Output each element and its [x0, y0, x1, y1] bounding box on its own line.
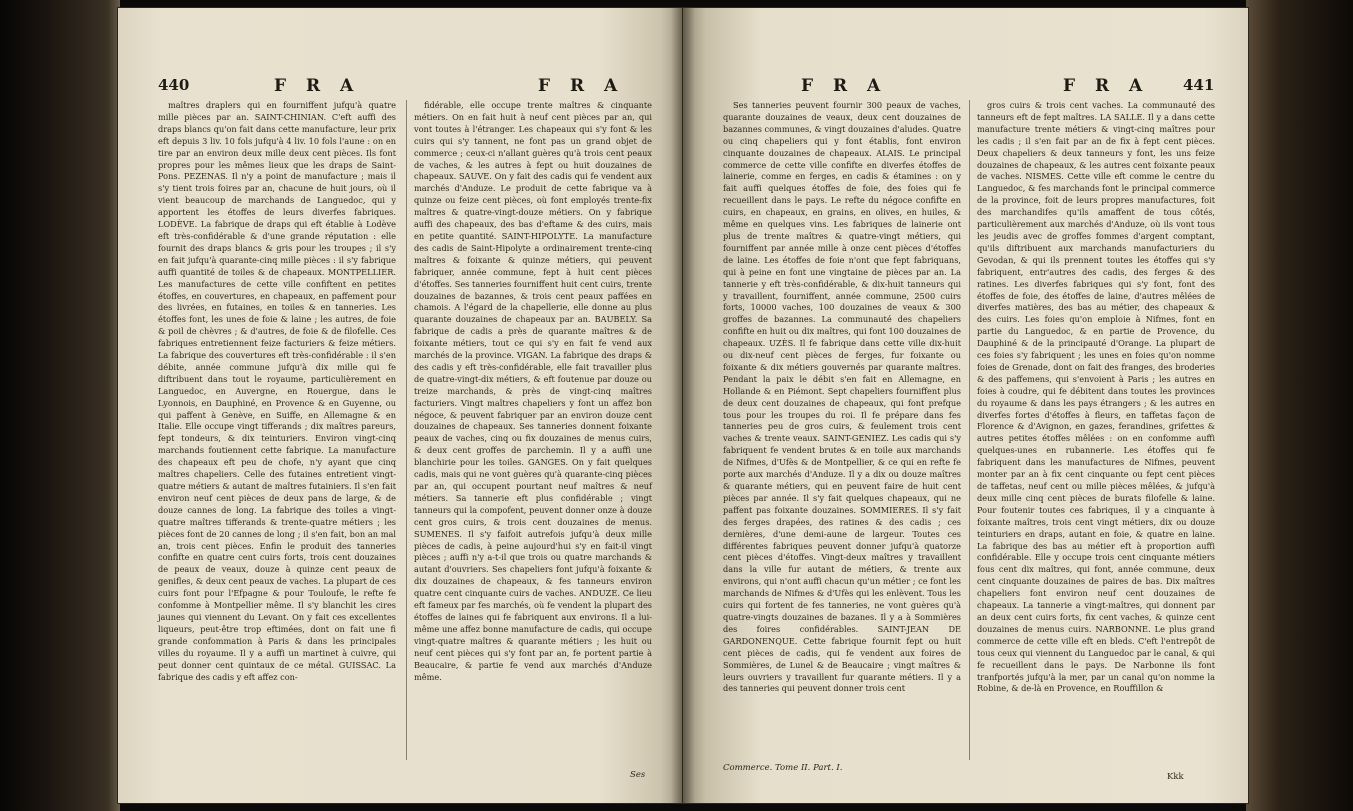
book-gutter — [671, 8, 695, 803]
left-running-head-col2: F R A — [538, 76, 625, 96]
right-signature-mark: Kkk — [1167, 772, 1184, 782]
left-column-rule — [406, 100, 407, 760]
left-page-number: 440 — [158, 76, 190, 94]
left-running-header — [158, 76, 658, 100]
right-page-number: 441 — [1183, 76, 1215, 94]
left-col2-text: fidérable, elle occupe trente maîtres & cinquante métiers. On en fait huit à neuf cent pièces par an, qui vont toutes à l'étranger. Les chapeaux qui s'y font & les cuirs qui s'y tannent, ne font pas un grand objet de commerce ; ceux-ci n'allant guères qu'à trois cent peaux de vaches, & les autres à fept ou huit douzaines de chapeaux. SAUVE. On y fait des cadis qui fe vendent aux marchés d'Anduze. Le produit de cette fabrique va à quinze ou feize cent pièces, où font employés trente-fix maîtres & quatre-vingt-douze métiers. On y fabrique auffi des chapeaux, des bas d'eftame & des cuirs, mais en petite quantité. SAINT-HIPOLYTE. La manufacture des cadis de Saint-Hipolyte a ordinairement trente-cinq maîtres & foixante & quinze métiers, qui peuvent fabriquer, année commune, fept à huit cent pièces d'étoffes. Ses tanneries fourniffent huit cent cuirs, trente douzaines de bazannes, & trois cent peaux paffées en chamois. A l'égard de la chapellerie, elle donne au plus quarante douzaines de chapeaux par an. BAUBELY. Sa fabrique de cadis a près de quarante maîtres & de foixante métiers, tout ce qui s'y en fait fe vend aux marchés de la province. VIGAN. La fabrique des draps & des cadis y eft très-confidérable, elle fait travailler plus de quatre-vingt-dix métiers, & eft foutenue par douze ou treize marchands, & près de vingt-cinq maîtres facturiers. Vingt maîtres chapeliers y font un affez bon négoce, & peuvent fabriquer par an environ douze cent douzaines de chapeaux. Ses tanneries donnent foixante peaux de vaches, cinq ou fix douzaines de menus cuirs, & deux cent groffes de parchemin. Il y a auffi une blanchirie pour les toiles. GANGES. On y fait quelques cadis, mais qui ne vont guères qu'à quarante-cinq pièces par an, qui occupent pourtant neuf maîtres & neuf métiers. Sa tannerie eft plus confidérable ; vingt tanneurs qui la compofent, peuvent donner onze à douze cent gros cuirs, & trois cent douzaines de menus. SUMENES. Il s'y faifoit autrefois jufqu'à deux mille pièces de cadis, à peine aujourd'hui s'y en fait-il vingt pièces ; auffi n'y a-t-il que trois ou quatre marchands & autant d'ouvriers. Ses chapeliers font jufqu'à foixante & dix douzaines de chapeaux, & fes tanneurs environ quatre cent cinquante cuirs de vaches. ANDUZE. Ce lieu eft fameux par fes marchés, où fe vendent la plupart des étoffes de laines qui fe fabriquent aux environs. Il a lui-même une affez bonne manufacture de cadis, qui occupe vingt-quatre maîtres & quarante métiers ; les huit ou neuf cent pièces qui s'y font par an, fe portent partie à Beaucaire, & partie fe vend aux marchés d'Anduze même. — [414, 100, 652, 682]
right-page — [683, 8, 1248, 803]
right-column-2 — [977, 100, 1215, 695]
left-col1-text: maîtres draplers qui en fourniffent jufqu'à quatre mille pièces par an. SAINT-CHINIAN. C'eft auffi des draps blancs qu'on fait dans cette manufacture, leur prix eft depuis 3 liv. 10 fols jufqu'à 4 liv. 10 fols l'aune : on en tire par an environ deux mille deux cent pièces. Ils font propres pour les mêmes lieux que les draps de Saint-Pons. PEZENAS. Il n'y a point de manufacture ; mais il s'y tient trois foires par an, chacune de huit jours, où il vient beaucoup de marchands de Languedoc, qui y apportent les étoffes de leurs diverfes fabriques. LODÈVE. La fabrique de draps qui eft établie à Lodève eft très-confidérable & d'une grande réputation : elle fournit des draps blancs & gris pour les troupes ; il s'y en fait jufqu'à quarante-cinq mille pièces : il s'y fabrique auffi quantité de toiles & de chapeaux. MONTPELLIER. Les manufactures de cette ville confiftent en petites étoffes, en couvertures, en chapeaux, en paffement pour des livrées, en futaines, en toiles & en tanneries. Les étoffes font, les unes de foie & laine ; les autres, de foie & poil de chèvres ; & d'autres, de foie & de filofelle. Ces fabriques entretiennent feize facturiers & feize métiers. La fabrique des couvertures eft très-confidérable : il s'en débite, année commune jufqu'à dix mille qui fe diftribuent dans tout le royaume, particulièrement en Languedoc, en Auvergne, en Rouergue, dans le Lyonnois, en Dauphiné, en Provence & en Guyenne, ou qui paffent à Genève, en Suiffe, en Allemagne & en Italie. Elle occupe vingt tifferands ; dix maîtres pareurs, fept tondeurs, & dix teinturiers. Environ vingt-cinq marchands foutiennent cette fabrique. La manufacture des chapeaux eft peu de chofe, n'y ayant que cinq maîtres chapeliers. Celle des futaines entretient vingt-quatre métiers & autant de maîtres futainiers. Il s'en fait environ neuf cent pièces de deux pans de large, & de douze cannes de long. La fabrique des toiles a vingt-quatre maîtres tifferands & trente-quatre métiers ; les pièces font de 20 cannes de long ; il s'en fait, bon an mal an, trois cent pièces. Enfin le produit des tanneries confifte en quatre cent cuirs forts, trois cent douzaines de peaux de veaux, douze à quinze cent peaux de genifles, & deux cent peaux de vaches. La plupart de ces cuirs font pour l'Efpagne & pour Touloufe, le refte fe confomme à Montpellier même. Il s'y blanchit les cires jaunes qui viennent du Levant. On y fait ces excellentes liqueurs, peut-être trop eftimées, dont on fait une fi grande confommation à Paris & dans les principales villes du royaume. Il y a auffi un martinet à cuivre, qui peut donner cent quintaux de ce métal. GUISSAC. La fabrique des cadis y eft affez con- — [158, 100, 396, 682]
left-catchword: Ses — [630, 770, 646, 780]
right-col1-text: Ses tanneries peuvent fournir 300 peaux de vaches, quarante douzaines de veaux, deux cent douzaines de bazannes communes, & vingt douzaines d'aludes. Quatre ou cinq chapeliers qui y font établis, font environ cinquante douzaines de chapeaux. ALAIS. Le principal commerce de cette ville confifte en diverfes étoffes de lainerie, comme en ferges, en cadis & étamines : on y fait auffi quelques étoffes de foie, des foies qui fe recueillent dans le pays. Le refte du négoce confifte en cuirs, en chapeaux, en grains, en olives, en huiles, & même en quelques vins. Les fabriques de lainerie ont plus de trente maîtres & quatre-vingt métiers, qui fourniffent par année mille à onze cent pièces d'étoffes de laine. Les étoffes de foie n'ont que fept fabriquans, qui à peine en font une vingtaine de pièces par an. La tannerie y eft très-confidérable, & dix-huit tanneurs qui y travaillent, fourniffent, année commune, 2500 cuirs forts, 10000 vaches, 100 douzaines de veaux & 300 groffes de bazannes. La communauté des chapeliers confifte en huit ou dix maîtres, qui font 100 douzaines de chapeaux. UZÈS. Il fe fabrique dans cette ville dix-huit ou dix-neuf cent pièces de ferges, fur foixante ou foixante & dix métiers gouvernés par quarante maîtres. Pendant la paix le débit s'en fait en Allemagne, en Hollande & en Piémont. Sept chapeliers fourniffent plus de deux cent douzaines de chapeaux, qui font prefque tous pour les troupes du roi. Il fe prépare dans fes tanneries peu de gros cuirs, & feulement trois cent vaches & trente veaux. SAINT-GENIEZ. Les cadis qui s'y fabriquent fe vendent brutes & en toile aux marchands de Nifmes, d'Ufès & de Montpellier, & ce qui en refte fe porte aux marchés d'Anduze. Il y a dix ou douze maîtres & quarante métiers, qui en peuvent faire de huit cent pièces par année. Il s'y fait quelques chapeaux, qui ne paffent pas foixante douzaines. SOMMIERES. Il s'y fait des ferges drapées, des ratines & des cadis ; ces dernières, d'une demi-aune de largeur. Toutes ces différentes fabriques peuvent donner jufqu'à quatorze cent pièces d'étoffes. Vingt-deux maîtres y travaillent dans la ville fur autant de métiers, & trente aux environs, qui n'ont auffi chacun qu'un métier ; ce font les marchands de Nifmes & d'Ufès qui les enlèvent. Tous les cuirs qui fortent de fes tanneries, ne vont guères qu'à quatre-vingts douzaines de bazanes. Il y a à Sommières des foires confidérables. SAINT-JEAN DE GARDONENQUE. Cette fabrique fournit fept ou huit cent pièces de cadis, qui fe vendent aux foires de Sommières, de Lunel & de Beaucaire ; vingt maîtres & leurs ouvriers y travaillent fur quarante métiers. Il y a des tanneries qui peuvent donner trois cent — [723, 100, 961, 694]
right-running-header — [723, 76, 1223, 100]
right-column-1 — [723, 100, 961, 695]
left-running-head: F R A — [274, 76, 361, 96]
left-page — [118, 8, 683, 803]
left-column-1 — [158, 100, 396, 683]
book-cover-edge-left — [0, 0, 120, 811]
right-running-head-col2: F R A — [1063, 76, 1150, 96]
right-col2-text: gros cuirs & trois cent vaches. La communauté des tanneurs eft de fept maîtres. LA SALLE. Il y a dans cette manufacture trente métiers & vingt-cinq maîtres pour les cadis ; il s'en fait par an de fix à fept cent pièces. Deux chapeliers & deux tanneurs y font, les uns feize douzaines de chapeaux, & les autres cent foixante peaux de vaches. NISMES. Cette ville eft comme le centre du Languedoc, & fes marchands font le principal commerce de la province, foit de leurs propres manufactures, foit des marchandifes qu'ils amaffent de tous côtés, particulièrement aux marchés d'Anduze, où ils vont tous les jeudis avec de groffes fommes d'argent comptant, qu'ils diftribuent aux marchands manufacturiers du Gevodan, & qui ils prennent toutes les étoffes qui s'y fabriquent, entr'autres des cadis, des ferges & des ratines. Les diverfes fabriques qui s'y font, font des étoffes de foie, des étoffes de laine, d'autres mêlées de diverfes matières, des bas au métier, des chapeaux & des cuirs. Les foies qu'on emploie à Nifmes, font en partie du Languedoc, & en partie de Provence, du Dauphiné & de la principauté d'Orange. La plupart de ces foies s'y fabriquent ; les unes en foies qu'on nomme foies de Grenade, dont on fait des franges, des broderies & des paffemens, qui s'envoient à Paris ; les autres en foies à coudre, qui fe débitent dans toutes les provinces du royaume & dans les pays étrangers ; & les autres en diverfes fortes d'étoffes à fleurs, en taffetas façon de Florence & d'Avignon, en gazes, ferandines, grifettes & autres petites étoffes mêlées : on en confomme auffi quelques-unes en rubannerie. Les étoffes qui fe fabriquent dans les manufactures de Nifmes, peuvent monter par an à fix cent cinquante ou fept cent pièces de taffetas, neuf cent ou mille pièces mêlées, & jufqu'à deux mille cinq cent pièces de burats filofelle & laine. Pour foutenir toutes ces fabriques, il y a cinquante à foixante maîtres, trois cent vingt métiers, dix ou douze teinturiers en draps, autant en foie, & quatre en laine. La fabrique des bas au métier eft à proportion auffi confidérable. Elle y occupe trois cent cinquante métiers fous cent dix maîtres, qui font, année commune, deux cent cinquante douzaines de paires de bas. Dix maîtres chapeliers font environ neuf cent douzaines de chapeaux. La tannerie a vingt-maîtres, qui donnent par an deux cent cuirs forts, fix cent vaches, & quinze cent douzaines de menus cuirs. NARBONNE. Le plus grand commerce de cette ville eft en bleds. C'eft l'entrepôt de tous ceux qui viennent du Languedoc par le canal, & qui fe recueillent dans le pays. De Narbonne ils font tranfportés jufqu'à la mer, par un canal qu'on nomme la Robine, & de-là en Provence, en Rouffillon & — [977, 100, 1215, 694]
right-running-head: F R A — [801, 76, 888, 96]
right-column-rule — [969, 100, 970, 760]
right-footer-title: Commerce. Tome II. Part. I. — [723, 763, 843, 773]
book-spread — [118, 8, 1248, 803]
left-column-2 — [414, 100, 652, 683]
book-cover-edge-right — [1246, 0, 1353, 811]
